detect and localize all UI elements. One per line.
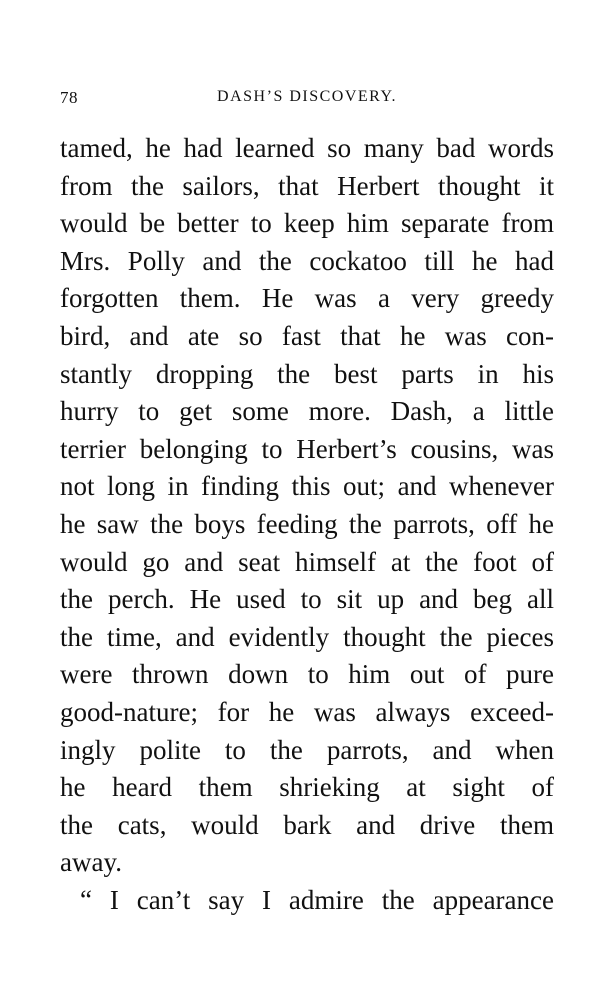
text-line: bird, and ate so fast that he was con- [60, 320, 554, 351]
text-line: the perch. He used to sit up and beg all [60, 584, 554, 615]
text-line: Mrs. Polly and the cockatoo till he had [60, 245, 554, 276]
running-head: DASH’S DISCOVERY. [217, 88, 397, 105]
text-line: not long in finding this out; and whenever [60, 471, 554, 502]
text-line: terrier belonging to Herbert’s cousins, was [60, 433, 554, 464]
text-line: stantly dropping the best parts in his [60, 358, 554, 389]
text-line: would go and seat himself at the foot of [60, 546, 554, 577]
text-line: ingly polite to the parrots, and when [60, 734, 554, 765]
text-line: hurry to get some more. Dash, a little [60, 396, 554, 427]
text-line: were thrown down to him out of pure [60, 659, 554, 690]
paragraph-end-line: away. [60, 847, 122, 878]
page-number: 78 [60, 88, 78, 107]
text-line: the cats, would bark and drive them [60, 809, 554, 840]
page-header [60, 88, 554, 112]
text-line: tamed, he had learned so many bad words [60, 133, 554, 163]
body-text [60, 130, 554, 919]
paragraph-start-line: “ I can’t say I admire the appearance [80, 884, 554, 915]
text-line: he saw the boys feeding the parrots, off he [60, 508, 554, 539]
text-line: forgotten them. He was a very greedy [60, 283, 554, 314]
text-line: would be better to keep him separate from [60, 208, 554, 239]
text-line: from the sailors, that Herbert thought it [60, 170, 554, 201]
text-line: he heard them shrieking at sight of [60, 772, 554, 803]
text-line: the time, and evidently thought the pieces [60, 621, 554, 652]
text-line: good-nature; for he was always exceed- [60, 696, 554, 727]
